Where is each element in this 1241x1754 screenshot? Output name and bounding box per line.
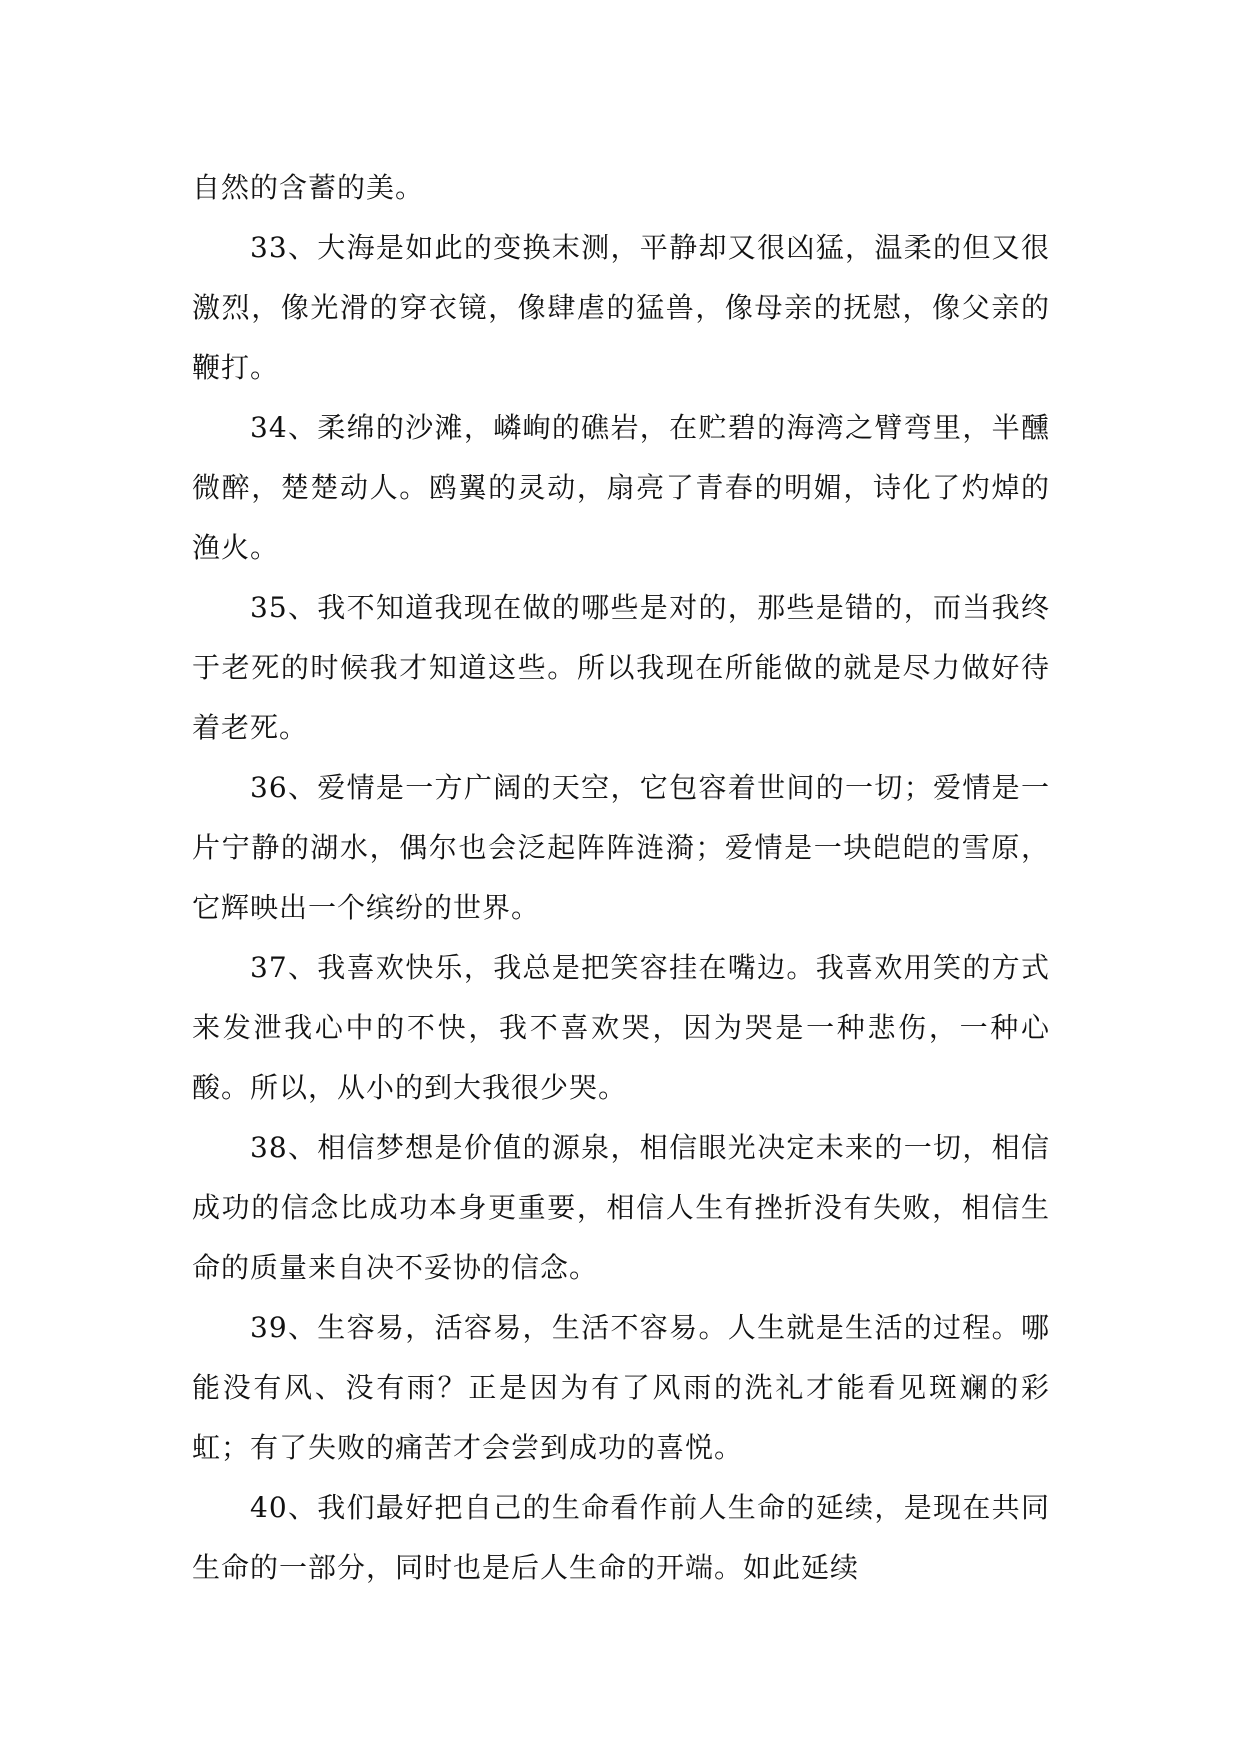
paragraph-40: 40、我们最好把自己的生命看作前人生命的延续，是现在共同生命的一部分，同时也是后人生命的开端。如此延续 (192, 1491, 1050, 1584)
paragraph-35: 35、我不知道我现在做的哪些是对的，那些是错的，而当我终于老死的时候我才知道这些。所以我现在所能做的就是尽力做好待着老死。 (192, 591, 1050, 744)
paragraph-33: 33、大海是如此的变换末测，平静却又很凶猛，温柔的但又很激烈，像光滑的穿衣镜，像肆虐的猛兽，像母亲的抚慰，像父亲的鞭打。 (192, 231, 1050, 384)
paragraph-continuation: 自然的含蓄的美。 (192, 171, 425, 204)
paragraph-34: 34、柔绵的沙滩，嶙峋的礁岩，在贮碧的海湾之臂弯里，半醺微醉，楚楚动人。鸥翼的灵动，扇亮了青春的明媚，诗化了灼焯的渔火。 (192, 411, 1050, 564)
paragraph-37: 37、我喜欢快乐，我总是把笑容挂在嘴边。我喜欢用笑的方式来发泄我心中的不快，我不喜欢哭，因为哭是一种悲伤，一种心酸。所以，从小的到大我很少哭。 (192, 951, 1050, 1104)
paragraph-39: 39、生容易，活容易，生活不容易。人生就是生活的过程。哪能没有风、没有雨？正是因为有了风雨的洗礼才能看见斑斓的彩虹；有了失败的痛苦才会尝到成功的喜悦。 (192, 1311, 1050, 1464)
paragraph-36: 36、爱情是一方广阔的天空，它包容着世间的一切；爱情是一片宁静的湖水，偶尔也会泛起阵阵涟漪；爱情是一块皑皑的雪原，它辉映出一个缤纷的世界。 (192, 771, 1050, 924)
document-body (192, 158, 1050, 1598)
paragraph-38: 38、相信梦想是价值的源泉，相信眼光决定未来的一切，相信成功的信念比成功本身更重要，相信人生有挫折没有失败，相信生命的质量来自决不妥协的信念。 (192, 1131, 1050, 1284)
